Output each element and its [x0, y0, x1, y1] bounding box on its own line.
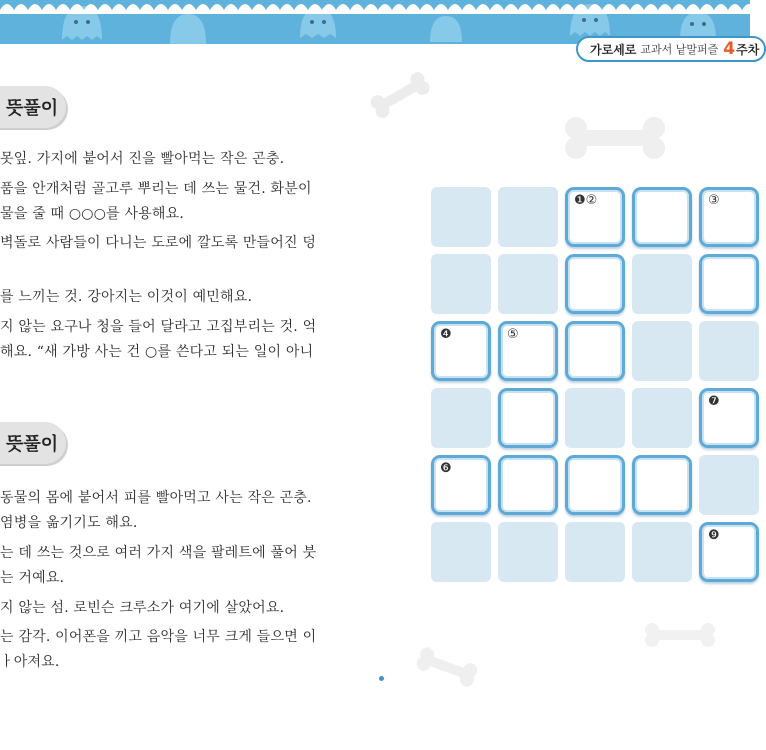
- clue-number: ❹: [440, 327, 452, 342]
- answer-cell[interactable]: [565, 187, 625, 247]
- clue-line: 동물의 몸에 붙어서 피를 빨아먹고 사는 작은 곤충.: [0, 490, 312, 506]
- clue-line: 염병을 옮기기도 해요.: [0, 515, 138, 531]
- across-clues-badge: 뜻풀이: [0, 86, 66, 128]
- answer-cell[interactable]: [565, 321, 625, 381]
- clue-number: ❼: [708, 394, 720, 409]
- blank-cell: [431, 187, 491, 247]
- answer-cell[interactable]: [565, 254, 625, 314]
- clue-line: 벽돌로 사람들이 다니는 도로에 깔도록 만들어진 덩: [0, 235, 317, 251]
- answer-cell[interactable]: [565, 455, 625, 515]
- bone-icon: [560, 108, 670, 168]
- clue-line: 지 않는 섬. 로빈슨 크루소가 여기에 살았어요.: [0, 600, 285, 616]
- clue-number: ❶②: [574, 193, 598, 208]
- blank-cell: [565, 388, 625, 448]
- blank-cell: [699, 455, 759, 515]
- blank-cell: [565, 522, 625, 582]
- header-title-bold: 가로세로: [590, 42, 637, 57]
- clue-line: ㅏ아져요.: [0, 654, 60, 670]
- clue-number: ❾: [708, 528, 720, 543]
- clue-number: ❻: [440, 461, 452, 476]
- blank-cell: [632, 388, 692, 448]
- header-title: 교과서 낱말퍼즐: [640, 43, 719, 56]
- clue-line: 못잎. 가지에 붙어서 진을 빨아먹는 작은 곤충.: [0, 151, 285, 167]
- answer-cell[interactable]: [699, 254, 759, 314]
- header-tab: [576, 36, 766, 62]
- blank-cell: [699, 321, 759, 381]
- answer-cell[interactable]: [632, 455, 692, 515]
- blank-cell: [431, 388, 491, 448]
- clue-line: 물을 줄 때 ○○○를 사용해요.: [0, 206, 185, 222]
- answer-cell[interactable]: [699, 388, 759, 448]
- banner-scallop-edge: [0, 0, 750, 14]
- clue-line: 해요. “새 가방 사는 건 ○를 쓴다고 되는 일이 아니: [0, 344, 314, 360]
- week-number: 4: [723, 39, 736, 59]
- answer-cell[interactable]: [699, 522, 759, 582]
- clue-line: 지 않는 요구나 청을 들어 달라고 고집부리는 것. 억: [0, 319, 317, 335]
- clue-line: 는 데 쓰는 것으로 여러 가지 색을 팔레트에 풀어 붓: [0, 545, 317, 561]
- bone-icon: [365, 70, 435, 120]
- clue-line: 는 감각. 이어폰을 끼고 음악을 너무 크게 들으면 이: [0, 629, 317, 645]
- answer-cell[interactable]: [498, 455, 558, 515]
- clue-number: ⑤: [507, 327, 519, 342]
- blank-cell: [498, 187, 558, 247]
- blank-cell: [431, 522, 491, 582]
- week-label: 주차: [736, 42, 760, 57]
- clue-line: 는 거예요.: [0, 570, 65, 586]
- blank-cell: [431, 254, 491, 314]
- answer-cell[interactable]: [498, 321, 558, 381]
- bone-icon: [640, 610, 720, 660]
- clue-number: ③: [708, 193, 720, 208]
- answer-cell[interactable]: [431, 455, 491, 515]
- bone-icon: [412, 642, 482, 692]
- down-clues-badge: 뜻풀이: [0, 422, 66, 464]
- blank-cell: [498, 254, 558, 314]
- clue-line: 품을 안개처럼 골고루 뿌리는 데 쓰는 물건. 화분이: [0, 181, 312, 197]
- answer-cell[interactable]: [498, 388, 558, 448]
- answer-cell[interactable]: [431, 321, 491, 381]
- answer-cell[interactable]: [699, 187, 759, 247]
- blank-cell: [632, 321, 692, 381]
- page-dot: [379, 676, 384, 681]
- answer-cell[interactable]: [632, 187, 692, 247]
- blank-cell: [632, 522, 692, 582]
- blank-cell: [632, 254, 692, 314]
- clue-line: 를 느끼는 것. 강아지는 이것이 예민해요.: [0, 289, 253, 305]
- blank-cell: [498, 522, 558, 582]
